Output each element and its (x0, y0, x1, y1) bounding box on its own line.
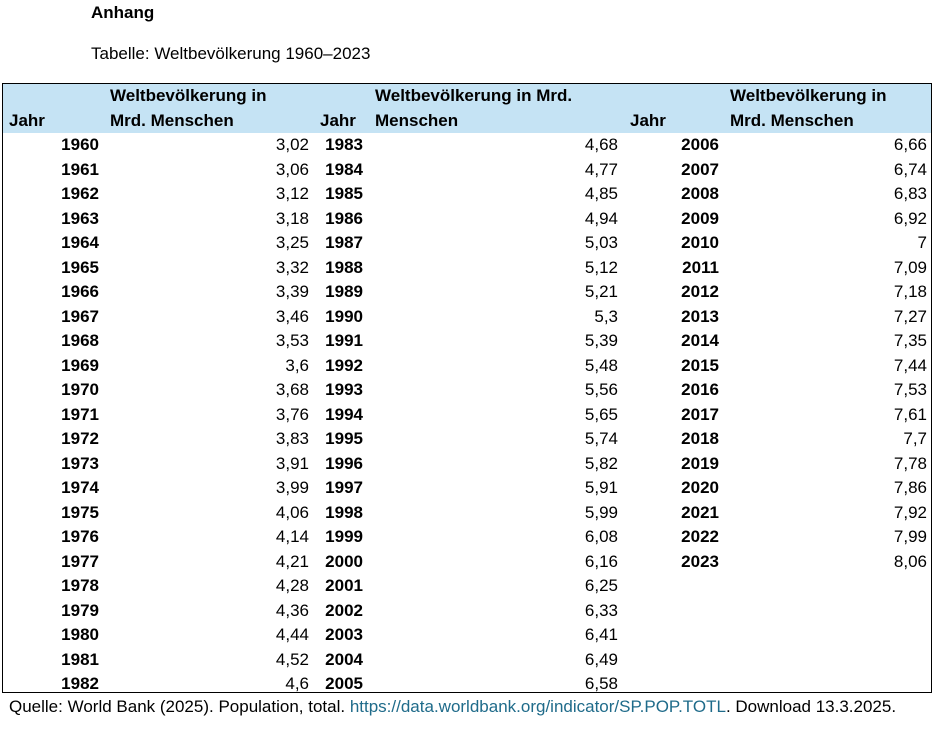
year-cell: 2000 (325, 551, 363, 571)
population-cell: 5,65 (584, 404, 618, 424)
population-cell: 7,92 (893, 502, 927, 522)
population-cell: 6,08 (584, 527, 618, 546)
population-cell: 6,83 (893, 184, 927, 203)
year-cell: 2007 (681, 159, 719, 179)
year-cell: 2011 (682, 257, 719, 277)
population-cell: 3,25 (275, 233, 309, 252)
table-row (3, 256, 931, 281)
year-cell: 1992 (325, 355, 363, 375)
year-cell: 1999 (325, 527, 363, 546)
table-row (3, 574, 931, 599)
table-row (3, 623, 931, 648)
year-cell: 1977 (61, 551, 99, 571)
year-cell: 1966 (61, 282, 99, 301)
year-cell: 1988 (325, 257, 363, 277)
population-cell: 6,41 (584, 625, 618, 644)
table-row (3, 231, 931, 256)
population-cell: 4,85 (584, 184, 618, 203)
population-cell: 3,91 (275, 453, 309, 473)
population-cell: 5,91 (584, 478, 618, 497)
population-cell: 4,28 (275, 576, 309, 595)
table-caption: Tabelle: Weltbevölkerung 1960–2023 (91, 44, 371, 63)
population-cell: 7,18 (893, 282, 927, 301)
year-cell: 2001 (325, 576, 363, 595)
population-cell: 7,78 (893, 453, 927, 473)
year-cell: 2022 (681, 527, 719, 546)
year-cell: 1972 (61, 429, 99, 448)
table-row (3, 648, 931, 673)
population-cell: 4,6 (285, 674, 309, 693)
year-cell: 2021 (681, 502, 719, 522)
table-row (3, 476, 931, 501)
population-cell: 5,99 (584, 502, 618, 522)
year-cell: 2018 (681, 429, 719, 448)
population-cell: 3,6 (285, 355, 309, 375)
year-cell: 2012 (681, 282, 719, 301)
table-row (3, 182, 931, 207)
year-cell: 1963 (61, 208, 99, 228)
year-cell: 2023 (681, 551, 719, 571)
population-cell: 3,06 (275, 159, 309, 179)
source-suffix: . Download 13.3.2025. (725, 697, 897, 716)
year-cell: 2006 (681, 135, 719, 154)
year-cell: 1970 (61, 380, 99, 399)
population-cell: 7,44 (893, 355, 927, 375)
population-cell: 8,06 (893, 551, 927, 571)
population-cell: 3,02 (275, 135, 309, 154)
year-cell: 2003 (325, 625, 363, 644)
population-cell: 7,09 (893, 257, 927, 277)
table-row (3, 550, 931, 575)
year-cell: 1962 (61, 184, 99, 203)
table-row (3, 672, 931, 697)
population-cell: 7,7 (903, 429, 927, 448)
table-row (3, 599, 931, 624)
population-cell: 4,21 (275, 551, 309, 571)
population-cell: 5,21 (584, 282, 618, 301)
year-cell: 2005 (325, 674, 363, 693)
population-cell: 6,92 (893, 208, 927, 228)
year-cell: 1974 (61, 478, 99, 497)
table-row (3, 452, 931, 477)
year-cell: 1993 (325, 380, 363, 399)
population-cell: 3,18 (275, 208, 309, 228)
year-cell: 1969 (61, 355, 99, 375)
year-cell: 2019 (681, 453, 719, 473)
population-cell: 4,14 (275, 527, 309, 546)
year-cell: 1985 (325, 184, 363, 203)
population-cell: 6,16 (584, 551, 618, 571)
population-cell: 6,25 (584, 576, 618, 595)
header-value-3-line2: Mrd. Menschen (730, 110, 854, 130)
year-cell: 2013 (681, 306, 719, 326)
year-cell: 2002 (325, 600, 363, 620)
year-cell: 1971 (61, 404, 99, 424)
population-cell: 6,49 (584, 649, 618, 669)
year-cell: 1989 (325, 282, 363, 301)
year-cell: 1975 (61, 502, 99, 522)
population-cell: 5,56 (584, 380, 618, 399)
year-cell: 1982 (61, 674, 99, 693)
year-cell: 1994 (325, 404, 363, 424)
header-year-2: Jahr (320, 110, 356, 130)
header-value-2-line1: Weltbevölkerung in Mrd. (375, 86, 573, 105)
population-cell: 6,74 (893, 159, 927, 179)
appendix-heading: Anhang (91, 3, 155, 22)
population-cell: 7,86 (893, 478, 927, 497)
table-row (3, 378, 931, 403)
year-cell: 1968 (61, 331, 99, 350)
population-table (2, 83, 932, 693)
header-value-2-line2: Menschen (375, 110, 459, 130)
year-cell: 2020 (681, 478, 719, 497)
population-cell: 6,58 (584, 674, 618, 693)
population-cell: 7 (917, 233, 927, 252)
header-year-1: Jahr (9, 110, 45, 130)
year-cell: 2017 (681, 404, 719, 424)
population-cell: 4,36 (275, 600, 309, 620)
year-cell: 2014 (681, 331, 719, 350)
population-cell: 5,12 (584, 257, 618, 277)
year-cell: 1961 (61, 159, 99, 179)
year-cell: 1981 (61, 649, 99, 669)
table-row (3, 280, 931, 305)
year-cell: 1964 (61, 233, 99, 252)
population-cell: 3,99 (275, 478, 309, 497)
population-cell: 5,03 (584, 233, 618, 252)
table-row (3, 329, 931, 354)
year-cell: 1991 (325, 331, 363, 350)
year-cell: 1990 (325, 306, 363, 326)
year-cell: 1998 (325, 502, 363, 522)
population-cell: 3,76 (275, 404, 309, 424)
table-row (3, 305, 931, 330)
population-cell: 7,53 (893, 380, 927, 399)
population-cell: 5,3 (594, 306, 618, 326)
population-cell: 5,74 (584, 429, 618, 448)
population-cell: 4,44 (275, 625, 309, 644)
year-cell: 2010 (681, 233, 719, 252)
year-cell: 1960 (61, 135, 99, 154)
table-row (3, 525, 931, 550)
source-link[interactable]: https://data.worldbank.org/indicator/SP.POP.TOTL (349, 697, 726, 716)
table-row (3, 427, 931, 452)
year-cell: 1980 (61, 625, 99, 644)
year-cell: 2008 (681, 184, 719, 203)
year-cell: 1996 (325, 453, 363, 473)
year-cell: 1973 (61, 453, 99, 473)
table-row (3, 403, 931, 428)
population-cell: 3,39 (275, 282, 309, 301)
year-cell: 1987 (325, 233, 363, 252)
population-cell: 5,39 (584, 331, 618, 350)
header-year-3: Jahr (630, 110, 666, 130)
population-cell: 6,66 (893, 135, 927, 154)
year-cell: 2015 (681, 355, 719, 375)
population-cell: 4,94 (584, 208, 618, 228)
population-cell: 3,12 (275, 184, 309, 203)
population-cell: 7,61 (893, 404, 927, 424)
population-cell: 3,46 (275, 306, 309, 326)
population-cell: 4,06 (275, 502, 309, 522)
population-cell: 3,53 (275, 331, 309, 350)
year-cell: 1976 (61, 527, 99, 546)
population-cell: 3,68 (275, 380, 309, 399)
source-prefix: Quelle: World Bank (2025). Population, total. (9, 697, 350, 716)
header-value-1-line1: Weltbevölkerung in (110, 86, 267, 105)
population-cell: 7,99 (893, 527, 927, 546)
year-cell: 2016 (681, 380, 719, 399)
year-cell: 2004 (325, 649, 363, 669)
table-row (3, 354, 931, 379)
year-cell: 1983 (325, 135, 363, 154)
population-cell: 7,35 (893, 331, 927, 350)
population-cell: 4,68 (584, 135, 618, 154)
population-cell: 5,48 (584, 355, 618, 375)
population-cell: 3,83 (275, 429, 309, 448)
population-cell: 3,32 (275, 257, 309, 277)
header-value-3-line1: Weltbevölkerung in (730, 86, 887, 105)
population-cell: 5,82 (584, 453, 618, 473)
table-header (3, 84, 931, 133)
table-row (3, 207, 931, 232)
header-value-1-line2: Mrd. Menschen (110, 110, 234, 130)
year-cell: 1984 (325, 159, 363, 179)
population-cell: 4,77 (584, 159, 618, 179)
year-cell: 1978 (61, 576, 99, 595)
year-cell: 1979 (61, 600, 99, 620)
year-cell: 1995 (325, 429, 363, 448)
year-cell: 2009 (681, 208, 719, 228)
table-row (3, 158, 931, 183)
year-cell: 1965 (61, 257, 99, 277)
year-cell: 1997 (325, 478, 363, 497)
table-row (3, 501, 931, 526)
table-row (3, 133, 931, 158)
source-note (9, 695, 919, 720)
year-cell: 1967 (61, 306, 99, 326)
population-cell: 4,52 (275, 649, 309, 669)
population-cell: 6,33 (584, 600, 618, 620)
year-cell: 1986 (325, 208, 363, 228)
population-cell: 7,27 (893, 306, 927, 326)
